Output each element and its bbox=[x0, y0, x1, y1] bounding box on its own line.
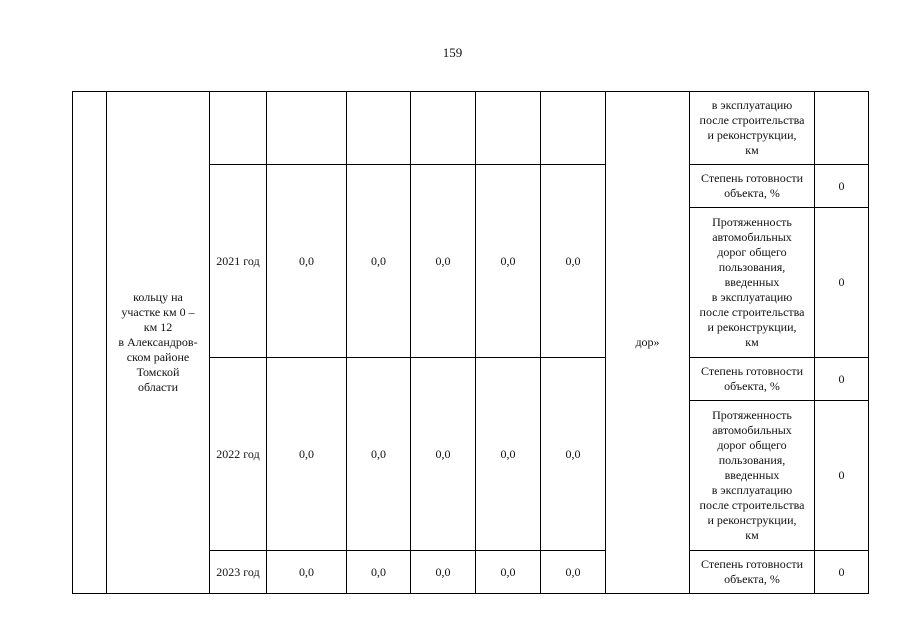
value-cell: 0,0 bbox=[411, 358, 476, 551]
indicator-line: после строительства bbox=[699, 113, 805, 127]
program-table bbox=[72, 91, 869, 594]
value-cell: 0,0 bbox=[541, 551, 606, 594]
value-cell bbox=[267, 92, 347, 165]
value-cell: 0,0 bbox=[411, 165, 476, 358]
year-cell: 2022 год bbox=[210, 358, 267, 551]
indicator-line: объекта, % bbox=[724, 379, 780, 393]
executor-cell: дор» bbox=[606, 92, 690, 594]
indicator-name-cell bbox=[690, 92, 815, 165]
indicator-name-cell bbox=[690, 551, 815, 594]
value-cell: 0,0 bbox=[541, 165, 606, 358]
indicator-line: км bbox=[745, 528, 759, 542]
year-cell: 2021 год bbox=[210, 165, 267, 358]
indicator-line: Протяженность bbox=[712, 215, 792, 229]
indicator-line: дорог общего bbox=[717, 438, 787, 452]
indicator-value-cell: 0 bbox=[815, 401, 869, 551]
object-name-line: ском районе bbox=[126, 350, 190, 364]
year-cell bbox=[210, 92, 267, 165]
indicator-name-cell bbox=[690, 165, 815, 208]
indicator-line: введенных bbox=[724, 275, 780, 289]
indicator-name-cell bbox=[690, 358, 815, 401]
value-cell bbox=[347, 92, 411, 165]
indicator-value-cell bbox=[815, 92, 869, 165]
object-name-line: участке км 0 – bbox=[121, 305, 195, 319]
object-name-line: в Александров- bbox=[118, 335, 198, 349]
object-name-cell bbox=[107, 92, 210, 594]
value-cell: 0,0 bbox=[347, 165, 411, 358]
year-cell: 2023 год bbox=[210, 551, 267, 594]
value-cell bbox=[476, 92, 541, 165]
object-name-line: кольцу на bbox=[133, 290, 183, 304]
value-cell: 0,0 bbox=[347, 551, 411, 594]
page-number: 159 bbox=[442, 45, 463, 60]
indicator-line: км bbox=[745, 335, 759, 349]
indicator-line: объекта, % bbox=[724, 572, 780, 586]
indicator-line: после строительства bbox=[699, 498, 805, 512]
value-cell: 0,0 bbox=[267, 165, 347, 358]
object-name-line: км 12 bbox=[143, 320, 173, 334]
indicator-line: Протяженность bbox=[712, 408, 792, 422]
value-cell: 0,0 bbox=[267, 551, 347, 594]
value-cell: 0,0 bbox=[411, 551, 476, 594]
number-cell bbox=[73, 92, 107, 594]
indicator-value-cell: 0 bbox=[815, 358, 869, 401]
value-cell: 0,0 bbox=[541, 358, 606, 551]
indicator-line: Степень готовности bbox=[701, 171, 803, 185]
indicator-name-cell bbox=[690, 208, 815, 358]
indicator-line: пользования, bbox=[718, 260, 786, 274]
indicator-line: и реконструкции, bbox=[707, 513, 797, 527]
indicator-line: после строительства bbox=[699, 305, 805, 319]
indicator-line: автомобильных bbox=[712, 423, 792, 437]
value-cell: 0,0 bbox=[476, 165, 541, 358]
table-row bbox=[73, 92, 869, 165]
value-cell: 0,0 bbox=[347, 358, 411, 551]
indicator-line: км bbox=[745, 143, 759, 157]
indicator-line: пользования, bbox=[718, 453, 786, 467]
indicator-line: и реконструкции, bbox=[707, 128, 797, 142]
indicator-line: объекта, % bbox=[724, 186, 780, 200]
indicator-line: дорог общего bbox=[717, 245, 787, 259]
indicator-value-cell: 0 bbox=[815, 551, 869, 594]
indicator-line: в эксплуатацию bbox=[711, 98, 793, 112]
indicator-line: в эксплуатацию bbox=[711, 483, 793, 497]
indicator-line: в эксплуатацию bbox=[711, 290, 793, 304]
indicator-value-cell: 0 bbox=[815, 208, 869, 358]
indicator-line: и реконструкции, bbox=[707, 320, 797, 334]
value-cell bbox=[541, 92, 606, 165]
value-cell: 0,0 bbox=[267, 358, 347, 551]
indicator-line: введенных bbox=[724, 468, 780, 482]
value-cell: 0,0 bbox=[476, 358, 541, 551]
indicator-value-cell: 0 bbox=[815, 165, 869, 208]
object-name-line: области bbox=[137, 380, 179, 394]
indicator-line: автомобильных bbox=[712, 230, 792, 244]
value-cell bbox=[411, 92, 476, 165]
indicator-line: Степень готовности bbox=[701, 557, 803, 571]
indicator-name-cell bbox=[690, 401, 815, 551]
value-cell: 0,0 bbox=[476, 551, 541, 594]
object-name-line: Томской bbox=[136, 365, 180, 379]
indicator-line: Степень готовности bbox=[701, 364, 803, 378]
